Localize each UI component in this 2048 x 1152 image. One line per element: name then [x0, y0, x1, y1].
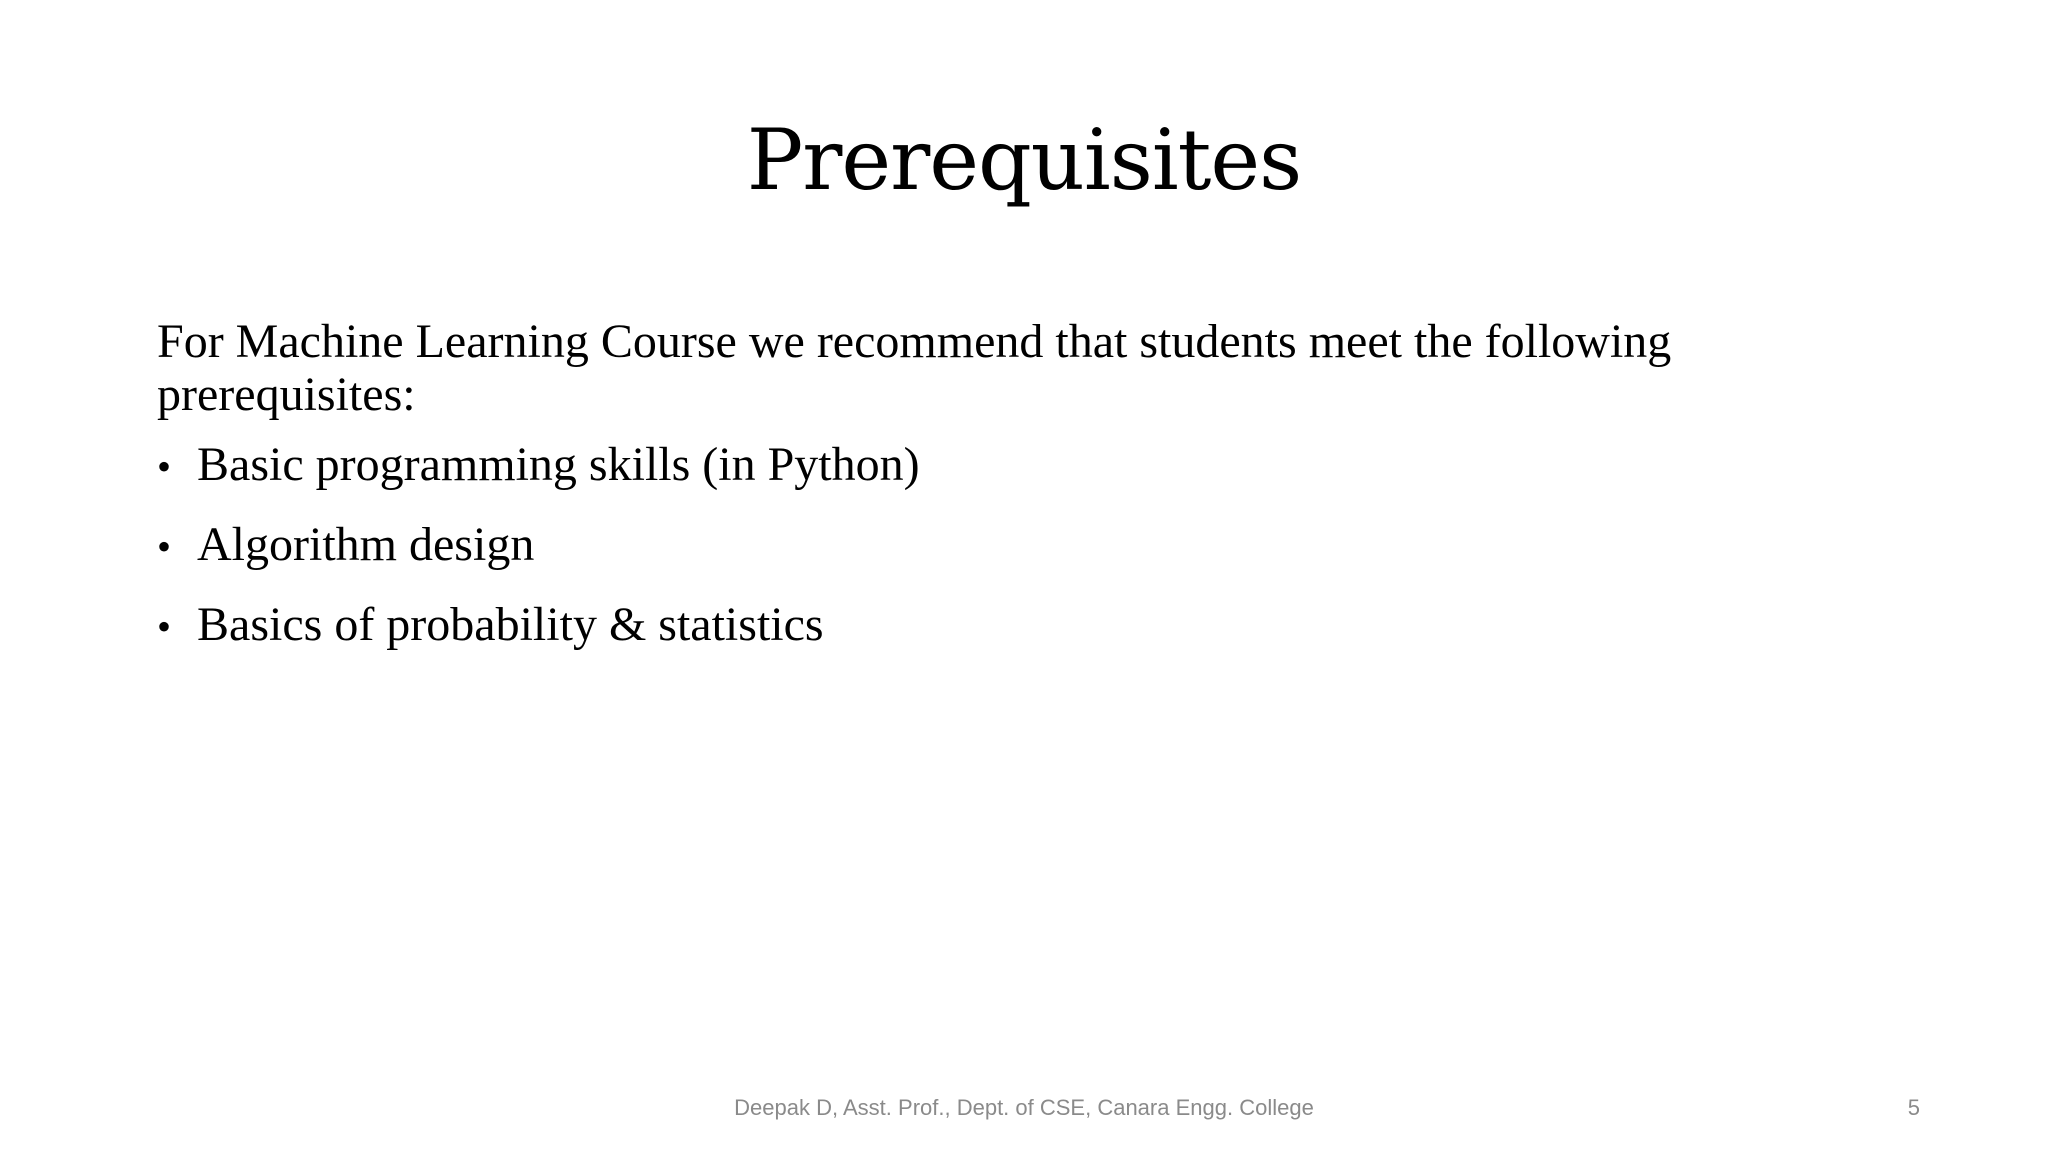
bullet-text: Basic programming skills (in Python) — [197, 438, 920, 491]
list-item — [157, 517, 1937, 574]
bullet-text: Algorithm design — [197, 518, 535, 571]
bullet-icon: • — [157, 444, 172, 489]
list-item — [157, 437, 1937, 494]
bullet-icon: • — [157, 524, 172, 569]
bullet-text: Basics of probability & statistics — [197, 598, 824, 651]
slide-title: Prerequisites — [746, 111, 1302, 209]
bullet-icon: • — [157, 604, 172, 649]
slide-body — [157, 315, 1937, 677]
list-item — [157, 597, 1937, 654]
page-number: 5 — [1907, 1095, 1920, 1120]
intro-text: For Machine Learning Course we recommend that students meet the following prerequisites: — [157, 315, 1672, 421]
prerequisite-list — [157, 437, 1937, 654]
slide-footer: Deepak D, Asst. Prof., Dept. of CSE, Canara Engg. College — [734, 1095, 1314, 1120]
